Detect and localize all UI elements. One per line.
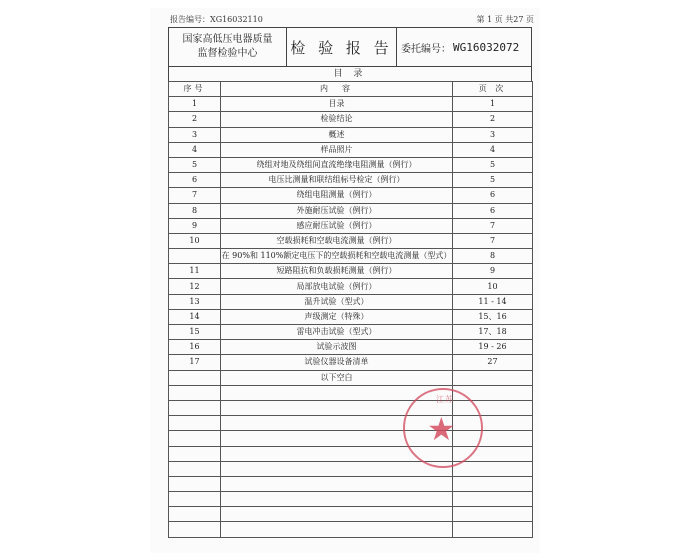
toc-cell-content: 短路阻抗和负载损耗测量（例行）: [221, 264, 453, 279]
official-seal: [403, 388, 483, 468]
toc-cell-blank: [453, 507, 533, 522]
col-page-header: 页 次: [453, 82, 533, 97]
table-row: [169, 218, 533, 233]
toc-cell-seq: 14: [169, 309, 221, 324]
toc-cell-seq: 9: [169, 218, 221, 233]
toc-cell-seq: 17: [169, 355, 221, 370]
toc-cell-content: 样品照片: [221, 142, 453, 157]
toc-cell-blank: [169, 507, 221, 522]
toc-cell-blank: [169, 400, 221, 415]
toc-cell-blank: [169, 446, 221, 461]
col-content-header: 内 容: [221, 82, 453, 97]
toc-cell-seq: 13: [169, 294, 221, 309]
toc-cell-seq: 15: [169, 325, 221, 340]
toc-cell-seq: 12: [169, 279, 221, 294]
toc-cell-content: 感应耐压试验（例行）: [221, 218, 453, 233]
toc-cell-blank: [221, 492, 453, 507]
toc-cell-content: 局部放电试验（例行）: [221, 279, 453, 294]
toc-cell-blank: [169, 416, 221, 431]
institute-name: 国家高低压电器质量 监督检验中心: [169, 28, 287, 66]
seal-text: 江苏: [436, 395, 454, 404]
toc-title: 目 录: [168, 67, 532, 81]
toc-cell-seq: 3: [169, 127, 221, 142]
toc-cell-page: 15、16: [453, 309, 533, 324]
toc-cell-seq: 11: [169, 264, 221, 279]
toc-cell-content: 空载损耗和空载电流测量（例行）: [221, 233, 453, 248]
toc-cell-content: 目录: [221, 97, 453, 112]
toc-cell-content: 试验仪器设备清单: [221, 355, 453, 370]
toc-cell-blank: [169, 385, 221, 400]
page-top-line: [150, 12, 540, 26]
toc-cell-blank: [453, 492, 533, 507]
table-row: [169, 370, 533, 385]
toc-cell-page: 8: [453, 249, 533, 264]
table-row: [169, 97, 533, 112]
toc-cell-page: 6: [453, 188, 533, 203]
toc-cell-blank: [453, 522, 533, 537]
toc-cell-seq: 4: [169, 142, 221, 157]
toc-cell-page: 27: [453, 355, 533, 370]
table-row-blank: [169, 492, 533, 507]
table-row: [169, 264, 533, 279]
toc-cell-page: 4: [453, 142, 533, 157]
table-row: [169, 142, 533, 157]
toc-cell-seq: 5: [169, 157, 221, 172]
table-row: [169, 355, 533, 370]
toc-cell-page: 19 - 26: [453, 340, 533, 355]
toc-cell-blank: [453, 476, 533, 491]
toc-cell-page: 1: [453, 97, 533, 112]
toc-cell-blank: [169, 431, 221, 446]
table-row: [169, 188, 533, 203]
table-row: [169, 309, 533, 324]
toc-cell-page: 5: [453, 157, 533, 172]
toc-table: [168, 81, 533, 538]
table-row: [169, 249, 533, 264]
toc-cell-content: 以下空白: [221, 370, 453, 385]
table-row: [169, 325, 533, 340]
table-row: [169, 127, 533, 142]
col-seq-header: 序号: [169, 82, 221, 97]
toc-cell-blank: [221, 507, 453, 522]
toc-cell-seq: 10: [169, 233, 221, 248]
toc-cell-content: 检验结论: [221, 112, 453, 127]
toc-cell-page: [453, 370, 533, 385]
table-row: [169, 233, 533, 248]
toc-cell-page: 2: [453, 112, 533, 127]
toc-cell-content: 概述: [221, 127, 453, 142]
toc-cell-content: 雷电冲击试验（型式）: [221, 325, 453, 340]
toc-cell-content: 电压比测量和联结组标号检定（例行）: [221, 173, 453, 188]
toc-cell-seq: [169, 249, 221, 264]
table-row: [169, 279, 533, 294]
toc-cell-page: 6: [453, 203, 533, 218]
table-row: [169, 294, 533, 309]
toc-cell-blank: [221, 461, 453, 476]
toc-cell-content: 温升试验（型式）: [221, 294, 453, 309]
toc-cell-blank: [169, 476, 221, 491]
toc-cell-blank: [169, 461, 221, 476]
seal-star-icon: ★: [427, 410, 456, 448]
toc-cell-content: 绕组对地及绕组间直流绝缘电阻测量（例行）: [221, 157, 453, 172]
toc-cell-page: 7: [453, 218, 533, 233]
toc-cell-page: 11 - 14: [453, 294, 533, 309]
table-row: [169, 340, 533, 355]
toc-cell-seq: 7: [169, 188, 221, 203]
toc-cell-page: 9: [453, 264, 533, 279]
report-title: 检 验 报 告: [287, 28, 397, 66]
toc-cell-page: 7: [453, 233, 533, 248]
toc-cell-seq: 8: [169, 203, 221, 218]
toc-cell-page: 10: [453, 279, 533, 294]
entrust-number: 委托编号： WG16032072: [401, 40, 520, 55]
toc-cell-page: 3: [453, 127, 533, 142]
toc-cell-seq: 16: [169, 340, 221, 355]
toc-cell-seq: 1: [169, 97, 221, 112]
toc-cell-seq: [169, 370, 221, 385]
table-row: [169, 112, 533, 127]
toc-cell-content: 声级测定（特殊）: [221, 309, 453, 324]
toc-cell-page: 5: [453, 173, 533, 188]
report-number: 报告编号：XG16032110: [170, 15, 263, 24]
toc-cell-page: 17、18: [453, 325, 533, 340]
toc-cell-seq: 6: [169, 173, 221, 188]
toc-cell-content: 绕组电阻测量（例行）: [221, 188, 453, 203]
toc-cell-blank: [221, 476, 453, 491]
toc-cell-content: 在 90%和 110%额定电压下的空载损耗和空载电流测量（型式）: [221, 249, 453, 264]
toc-cell-blank: [169, 492, 221, 507]
table-row-blank: [169, 507, 533, 522]
toc-cell-blank: [169, 522, 221, 537]
toc-cell-seq: 2: [169, 112, 221, 127]
toc-cell-blank: [453, 461, 533, 476]
table-row: [169, 203, 533, 218]
toc-cell-content: 试验示波图: [221, 340, 453, 355]
toc-cell-blank: [221, 522, 453, 537]
report-header: [168, 27, 532, 67]
table-row: [169, 173, 533, 188]
table-row-blank: [169, 461, 533, 476]
table-row-blank: [169, 446, 533, 461]
table-row: [169, 157, 533, 172]
table-row-blank: [169, 476, 533, 491]
table-row-blank: [169, 522, 533, 537]
toc-cell-content: 外施耐压试验（例行）: [221, 203, 453, 218]
page-info: 第 1 页 共27 页: [476, 15, 534, 24]
